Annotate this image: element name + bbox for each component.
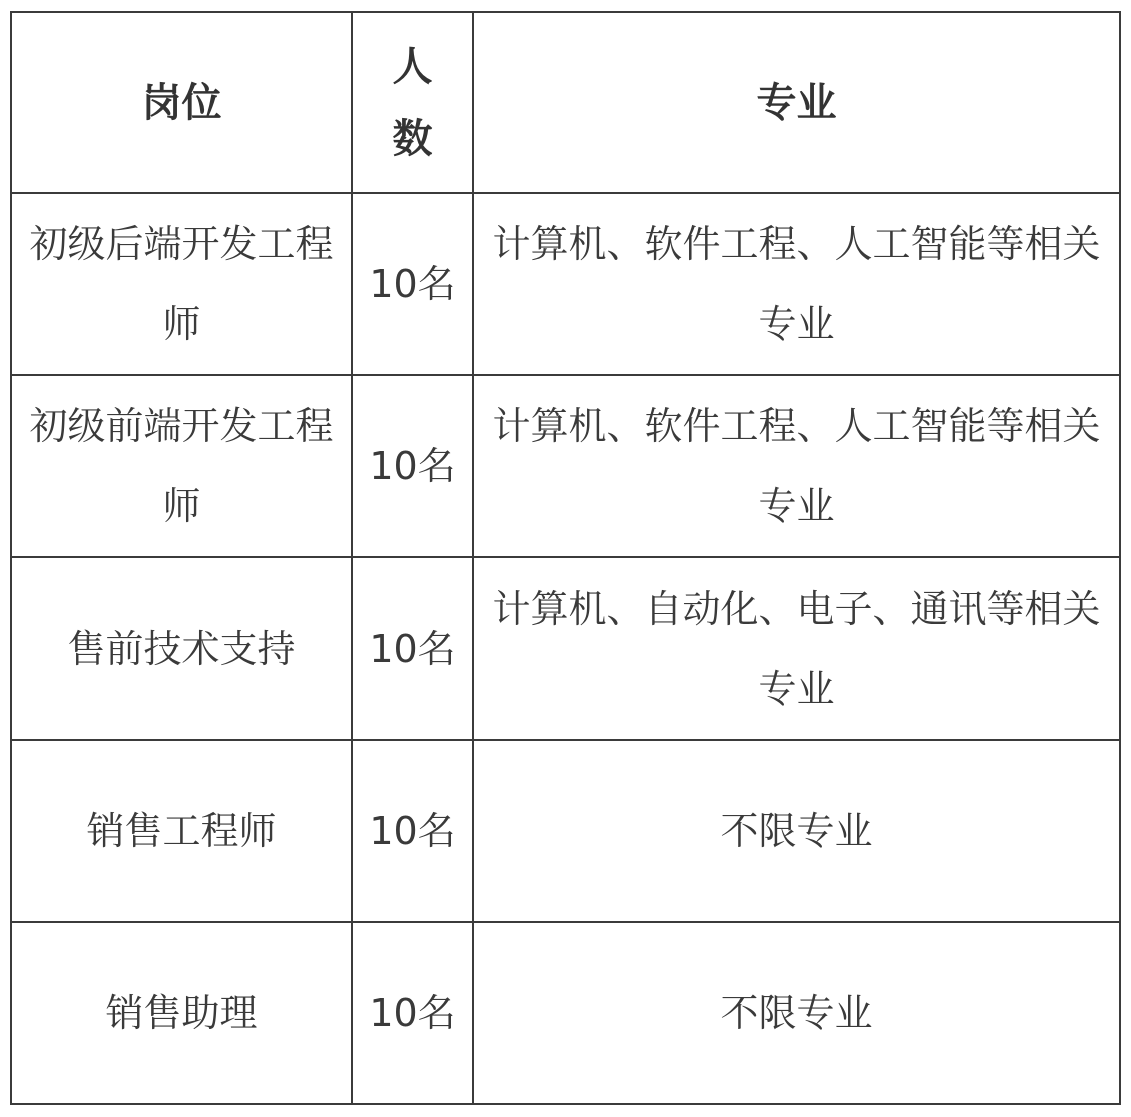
table-row bbox=[11, 740, 1120, 922]
position-cell: 售前技术支持 bbox=[11, 557, 352, 739]
recruitment-table bbox=[10, 11, 1121, 1105]
position-cell: 初级前端开发工程师 bbox=[11, 375, 352, 557]
major-cell: 不限专业 bbox=[473, 740, 1120, 922]
header-position: 岗位 bbox=[11, 12, 352, 193]
count-cell: 10名 bbox=[352, 193, 473, 375]
position-cell: 销售工程师 bbox=[11, 740, 352, 922]
position-cell: 销售助理 bbox=[11, 922, 352, 1104]
header-count: 人数 bbox=[352, 12, 473, 193]
table-row bbox=[11, 193, 1120, 375]
major-cell: 计算机、软件工程、人工智能等相关专业 bbox=[473, 375, 1120, 557]
table-row bbox=[11, 375, 1120, 557]
table-row bbox=[11, 922, 1120, 1104]
count-cell: 10名 bbox=[352, 375, 473, 557]
count-cell: 10名 bbox=[352, 557, 473, 739]
major-cell: 计算机、自动化、电子、通讯等相关专业 bbox=[473, 557, 1120, 739]
table-header-row bbox=[11, 12, 1120, 193]
header-major: 专业 bbox=[473, 12, 1120, 193]
count-cell: 10名 bbox=[352, 922, 473, 1104]
major-cell: 计算机、软件工程、人工智能等相关专业 bbox=[473, 193, 1120, 375]
table-row bbox=[11, 557, 1120, 739]
count-cell: 10名 bbox=[352, 740, 473, 922]
major-cell: 不限专业 bbox=[473, 922, 1120, 1104]
position-cell: 初级后端开发工程师 bbox=[11, 193, 352, 375]
